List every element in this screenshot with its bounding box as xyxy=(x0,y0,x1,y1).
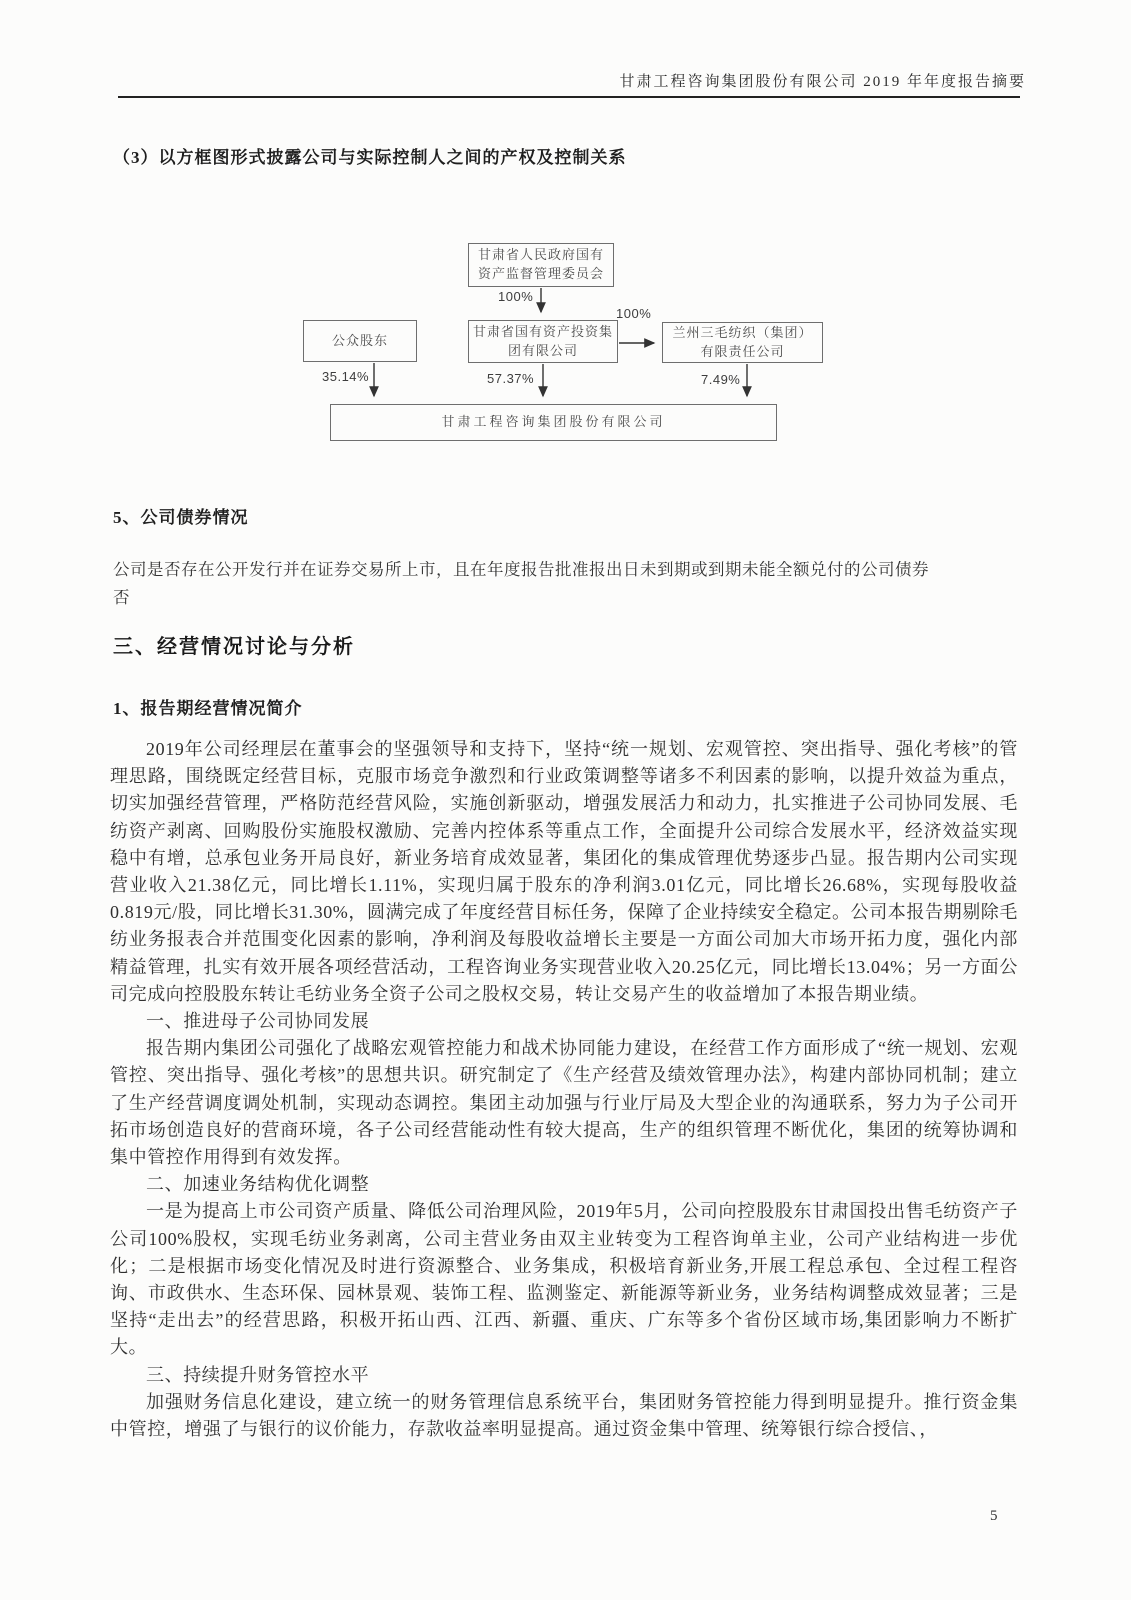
page-number: 5 xyxy=(990,1508,998,1524)
org-box-company: 甘肃工程咨询集团股份有限公司 xyxy=(330,404,777,441)
pct-label-top-to-middle: 100% xyxy=(498,289,534,304)
body-paragraph: 一是为提高上市公司资产质量、降低公司治理风险，2019年5月，公司向控股股东甘肃国投出售毛纺资产子公司100%股权，实现毛纺业务剥离，公司主营业务由双主业转变为工程咨询单主业，公司产业结构进一步优化；二是根据市场变化情况及时进行资源整合、业务集成，积极培育新业务,开展工程总承包、全过程工程咨询、市政供水、生态环保、园林景观、装饰工程、监测鉴定、新能源等新业务，业务结构调整成效显著；三是坚持“走出去”的经营思路，积极开拓山西、江西、新疆、重庆、广东等多个省份区域市场,集团影响力不断扩大。 xyxy=(110,1201,1018,1358)
pct-label-left-to-bottom: 35.14% xyxy=(322,369,370,384)
analysis-heading: 三、经营情况讨论与分析 xyxy=(113,636,355,658)
org-box-sasac: 甘肃省人民政府国有资产监督管理委员会 xyxy=(468,243,614,287)
body-paragraph: 一、推进母子公司协同发展 xyxy=(146,1011,370,1032)
body-paragraph: 三、持续提升财务管控水平 xyxy=(146,1364,370,1385)
org-box-lanzhou-sanmao: 兰州三毛纺织（集团）有限责任公司 xyxy=(662,322,823,363)
body-paragraph: 报告期内集团公司强化了战略宏观管控能力和战术协同能力建设，在经营工作方面形成了“统一规划、宏观管控、突出指导、强化考核”的思想共识。研究制定了《生产经营及绩效管理办法》，构建内部协同机制；建立了生产经营调度调处机制，实现动态调控。集团主动加强与行业厅局及大型企业的沟通联系，努力为子公司开拓市场创造良好的营商环境，各子公司经营能动性有较大提高，生产的组织管理不断优化，集团的统筹协调和集中管控作用得到有效发挥。 xyxy=(110,1038,1018,1168)
section5-heading: 5、公司债券情况 xyxy=(113,508,249,527)
header-rule xyxy=(118,96,1020,98)
body-paragraph: 二、加速业务结构优化调整 xyxy=(146,1174,370,1195)
pct-label-right-to-bottom: 7.49% xyxy=(701,372,741,387)
analysis-body xyxy=(110,736,1018,1443)
pct-label-middle-to-right: 100% xyxy=(616,306,652,321)
org-box-public-shareholders: 公众股东 xyxy=(303,320,417,362)
page-header-title: 甘肃工程咨询集团股份有限公司 2019 年年度报告摘要 xyxy=(619,74,1026,90)
body-paragraph: 加强财务信息化建设，建立统一的财务管理信息系统平台，集团财务管控能力得到明显提升。推行资金集中管控，增强了与银行的议价能力，存款收益率明显提高。通过资金集中管理、统筹银行综合授信、， xyxy=(110,1391,1018,1440)
section3-heading: （3）以方框图形式披露公司与实际控制人之间的产权及控制关系 xyxy=(113,148,627,167)
body-paragraph: 2019年公司经理层在董事会的坚强领导和支持下，坚持“统一规划、宏观管控、突出指导、强化考核”的管理思路，围绕既定经营目标，克服市场竞争激烈和行业政策调整等诸多不利因素的影响，以提升效益为重点，切实加强经营管理，严格防范经营风险，实施创新驱动，增强发展活力和动力，扎实推进子公司协同发展、毛纺资产剥离、回购股份实施股权激励、完善内控体系等重点工作，全面提升公司综合发展水平，经济效益实现稳中有增，总承包业务开局良好，新业务培育成效显著，集团化的集成管理优势逐步凸显。报告期内公司实现营业收入21.38亿元，同比增长1.11%，实现归属于股东的净利润3.01亿元，同比增长26.68%，实现每股收益0.819元/股，同比增长31.30%，圆满完成了年度经营目标任务，保障了企业持续安全稳定。公司本报告期剔除毛纺业务报表合并范围变化因素的影响，净利润及每股收益增长主要是一方面公司加大市场开拓力度，强化内部精益管理，扎实有效开展各项经营活动，工程咨询业务实现营业收入20.25亿元，同比增长13.04%；另一方面公司完成向控股股东转让毛纺业务全资子公司之股权交易，转让交易产生的收益增加了本报告期业绩。 xyxy=(110,739,1018,1004)
analysis-sub-heading: 1、报告期经营情况简介 xyxy=(113,699,303,718)
bond-answer: 否 xyxy=(113,588,130,607)
pct-label-middle-to-bottom: 57.37% xyxy=(487,371,535,386)
bond-question: 公司是否存在公开发行并在证券交易所上市，且在年度报告批准报出日未到期或到期未能全额兑付的公司债券 xyxy=(113,560,929,579)
diagram-arrows xyxy=(0,0,1131,460)
org-box-gansu-soa-investment: 甘肃省国有资产投资集团有限公司 xyxy=(468,320,618,363)
